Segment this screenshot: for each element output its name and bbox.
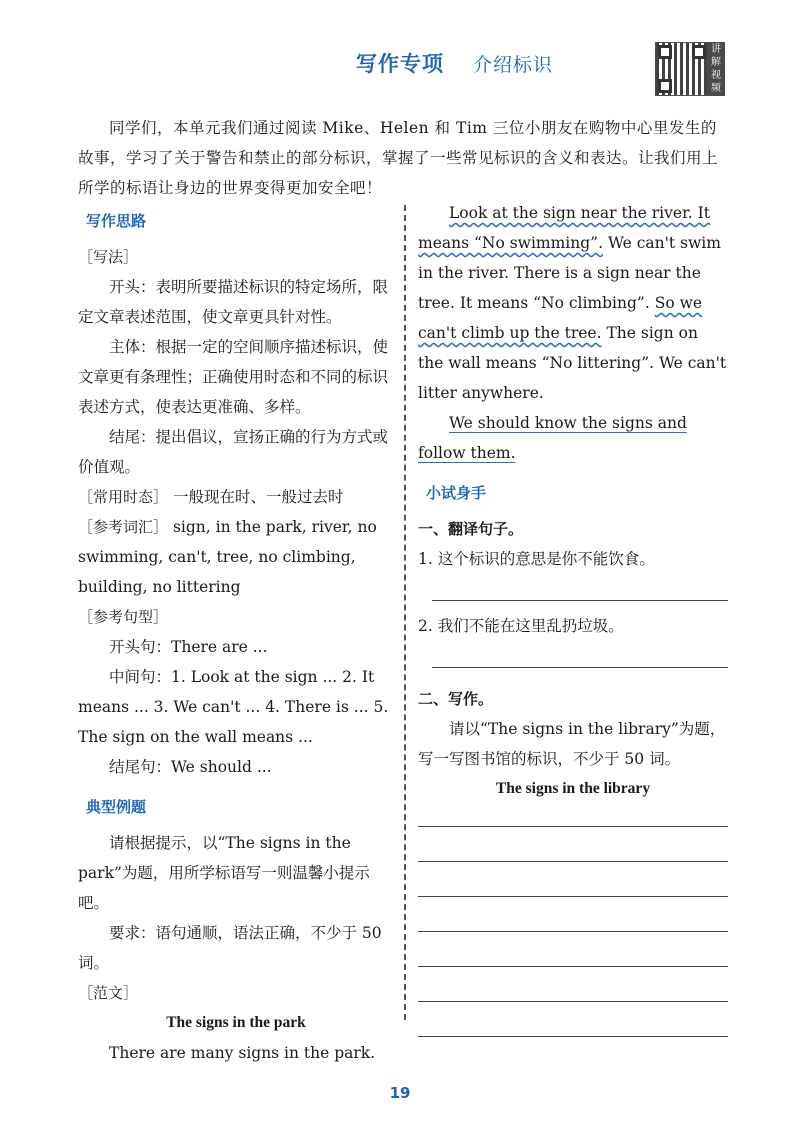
model-text: We can't swim in the river. There is a sign near the tree. It means “No climbing”.	[418, 234, 721, 312]
section-example: 典型例题	[86, 798, 147, 816]
question-2: 2. 我们不能在这里乱扔垃圾。	[418, 617, 624, 635]
writing-title: The signs in the library	[495, 780, 651, 797]
method-paragraph: 开头：表明所要描述标识的特定场所，限定文章表述范围，使文章更具针对性。	[78, 278, 389, 326]
qr-corner-icon	[658, 45, 672, 59]
wavy-underlined-text: It means “No swimming”.	[418, 204, 710, 252]
writing-task: 请以“The signs in the library”为题，写一写图书馆的标识，不少于 50 词。	[418, 720, 726, 768]
part-translate: 一、翻译句子。	[418, 520, 524, 538]
model-continuation	[418, 198, 728, 408]
left-column	[78, 202, 394, 1068]
pattern-line: 开头句：There are ...	[109, 638, 268, 656]
vocab-row	[78, 512, 394, 602]
model-paragraph: There are many signs in the park.	[109, 1044, 376, 1062]
model-ending: We should know the signs and follow them.	[418, 414, 687, 462]
method-label: ［写法］	[78, 248, 139, 266]
page-subtitle: 介绍标识	[473, 54, 554, 76]
method-paragraph: 主体：根据一定的空间顺序描述标识，使文章更有条理性；正确使用时态和不同的标识表述方式，使表达更准确、多样。	[78, 338, 389, 416]
qr-corner-icon	[692, 45, 706, 59]
video-label: 讲解视频	[707, 42, 725, 96]
part-writing: 二、写作。	[418, 690, 494, 708]
example-requirement: 要求：语句通顺，语法正确，不少于 50 词。	[78, 924, 382, 972]
model-label: ［范文］	[78, 984, 139, 1002]
tense-row	[78, 482, 394, 512]
section-practice: 小试身手	[426, 484, 487, 502]
right-column	[418, 198, 728, 1037]
vocab-label: ［参考词汇］	[78, 518, 169, 536]
example-task: 请根据提示，以“The signs in the park”为题，用所学标语写一则温馨小提示吧。	[78, 834, 370, 912]
column-divider	[404, 205, 406, 1020]
section-writing-ideas: 写作思路	[86, 212, 147, 230]
pattern-label: ［参考句型］	[78, 608, 169, 626]
model-title: The signs in the park	[166, 1014, 306, 1031]
question-1: 1. 这个标识的意思是你不能饮食。	[418, 550, 655, 568]
wavy-underlined-text: So we can't climb up the tree.	[418, 294, 703, 342]
page-number: 19	[389, 1084, 411, 1102]
model-text: The sign on the wall means “No littering”. We can't litter anywhere.	[418, 324, 727, 402]
page-header	[0, 42, 800, 92]
vocab-value: sign, in the park, river, no swimming, can't, tree, no climbing, building, no littering	[78, 518, 377, 596]
method-paragraph: 结尾：提出倡议，宣扬正确的行为方式或价值观。	[78, 428, 389, 476]
pattern-line: 中间句：1. Look at the sign ... 2. It means ... 3. We can't ... 4. There is ... 5. The sign on the wall means ...	[78, 668, 389, 746]
tense-value: 一般现在时、一般过去时	[172, 488, 344, 506]
intro-paragraph: 同学们，本单元我们通过阅读 Mike、Helen 和 Tim 三位小朋友在购物中心里发生的故事，学习了关于警告和禁止的部分标识，掌握了一些常见标识的含义和表达。让我们用上所学的标语让身边的世界变得更加安全吧！	[78, 119, 719, 197]
page-title: 写作专项	[356, 52, 444, 76]
qr-corner-icon	[658, 79, 672, 93]
writing-line[interactable]	[418, 1036, 728, 1037]
tense-label: ［常用时态］	[78, 488, 169, 506]
pattern-line: 结尾句：We should ...	[109, 758, 272, 776]
wavy-underlined-text: Look at the sign near the river.	[449, 204, 693, 222]
qr-code-icon[interactable]	[655, 42, 709, 96]
